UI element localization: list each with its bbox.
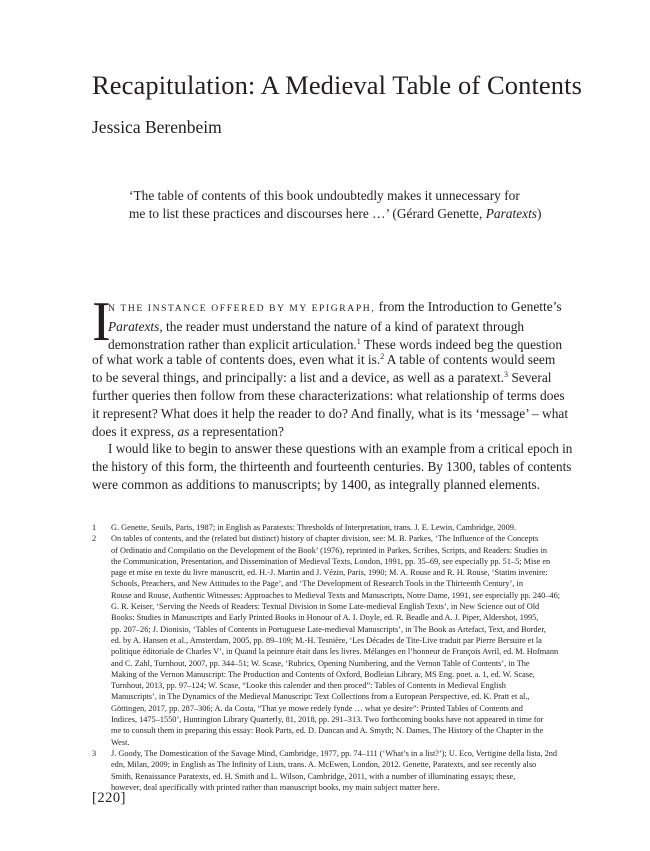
- footnote-number: 2: [92, 534, 97, 544]
- article-title: Recapitulation: A Medieval Table of Contents: [92, 70, 583, 100]
- footnote-line: Books: Studies in Manuscripts and Early Printed Books in Honour of A. I. Doyle, ed. R. Beadle and A. J. Piper, Aldershot, 1995,: [111, 613, 539, 623]
- footnote-ref: 1: [356, 336, 361, 346]
- footnote-ref: 3: [504, 370, 508, 380]
- footnote-line: Manuscripts’, in The Dynamics of the Medieval Manuscript: Text Collections from a European Perspective, ed. K. Pratt et al.,: [111, 692, 530, 702]
- body-line: Paratexts, the reader must understand the nature of a kind of paratext through: [108, 318, 525, 334]
- footnote-number: 1: [92, 523, 97, 532]
- epigraph-close: ): [537, 206, 542, 221]
- body-line: does it express, as a representation?: [92, 423, 284, 439]
- epigraph-line: [129, 205, 569, 223]
- body-line: of what work a table of contents does, even what it is.$^2$ A table of contents would seem: [92, 352, 556, 368]
- body-line: demonstration rather than explicit articulation.$^1$ These words indeed beg the question: [108, 336, 563, 352]
- body-line: N THE INSTANCE OFFERED BY MY EPIGRAPH, from the Introduction to Genette’s: [108, 299, 562, 314]
- footnote-line: G. R. Keiser, ‘Serving the Needs of Readers: Textual Division in Some Late-medieval English Texts’, in New Science out of Old: [111, 602, 540, 612]
- footnote-line: Schools, Preachers, and New Attitudes to the Page’, and ‘The Development of Research Tools in the Thirteenth Century’, in: [111, 579, 524, 589]
- footnote-line: J. Goody, The Domestication of the Savage Mind, Cambridge, 1977, pp. 74–111 (‘What’s in a list?’); U. Eco, Vertigine della lista, 2nd: [111, 748, 558, 758]
- footnote-line: Turnhout, 2013, pp. 97–124; W. Scase, “Looke this calender and then proced”: Tables of Contents in Medieval English: [111, 681, 506, 691]
- epigraph: [129, 187, 569, 223]
- footnote-line: and C. Zahl, Turnhout, 2007, pp. 344–51; W. Scase, ‘Rubrics, Opening Numbering, and the Vernon Table of Contents’, in The: [111, 658, 530, 668]
- drop-cap: I: [92, 291, 111, 353]
- epigraph-text: me to list these practices and discourses here …’ (Gérard Genette,: [129, 206, 486, 221]
- footnote-line: pp. 207–26; J. Dionisio, ‘Tables of Contents in Portuguese Late-medieval Manuscripts’, in The Book as Artefact, Text, and Border,: [111, 624, 546, 634]
- footnote-line: page et mise en texte du livre manuscrit, ed. H.-J. Martin and J. Vézin, Paris, 1990; M. A. Rouse and R. H. Rouse, ‘Statim invenire:: [111, 568, 548, 578]
- footnote-line: of Ordinatio and Compilatio on the Development of the Book’ (1976), reprinted in Parkes, Scribes, Scripts, and Readers: Studies in: [111, 545, 548, 555]
- footnote-number: 3: [92, 748, 97, 758]
- article-author: Jessica Berenbeim: [92, 117, 222, 137]
- footnote: [92, 522, 576, 533]
- footnote-line: On tables of contents, and the (related but distinct) history of chapter division, see: M. B. Parkes, ‘The Influence of the Concepts: [111, 534, 539, 544]
- footnote-line: G. Genette, Seuils, Paris, 1987; in English as Paratexts: Thresholds of Interpretation, trans. J. E. Lewin, Cambridge, 2009.: [111, 523, 516, 532]
- footnote: [92, 533, 576, 748]
- footnote-line: West.: [111, 737, 130, 747]
- footnote-line: Making of the Vernon Manuscript: The Production and Contents of Oxford, Bodleian Library, MS Eng. poet. a. 1, ed. W. Scase,: [111, 669, 535, 679]
- body-line: were common as additions to manuscripts; by 1400, as integrally planned elements.: [92, 476, 541, 492]
- epigraph-source: Paratexts: [485, 206, 538, 221]
- body-line: it represent? What does it help the reader to do? And finally, what is its ‘message’ – what: [92, 405, 569, 421]
- body-line: to be several things, and principally: a list and a device, as well as a paratext.$^3$ Several: [92, 370, 552, 386]
- body-line: further queries then follow from these characterizations: what relationship of terms does: [92, 387, 565, 403]
- footnote-line: edn, Milan, 2009; in English as The Infinity of Lists, trans. A. McEwen, London, 2012. Genette, Paratexts, and see recently also: [111, 760, 537, 770]
- body-line: the history of this form, the thirteenth and fourteenth centuries. By 1300, tables of contents: [92, 459, 572, 475]
- body-text: [92, 351, 576, 493]
- footnote-line: however, deal specifically with printed rather than manuscript books, my main subject matter here.: [111, 782, 440, 792]
- footnote-line: ed. by A. Hansen et al., Amsterdam, 2005, pp. 89–109; M.-H. Tesnière, ‘Les Décades de Tite-Live traduit par Pierre Bersuire et la: [111, 635, 542, 645]
- footnotes: [92, 522, 576, 793]
- page-number: [220]: [92, 790, 126, 806]
- footnote-line: politique éditoriale de Charles V’, in Quand la peinture était dans les livres. Mélanges en l’honneur de François Avril, ed. M. Hofmann: [111, 647, 559, 657]
- footnote-line: Smith, Renaissance Paratexts, ed. H. Smith and L. Wilson, Cambridge, 2011, with a number of illuminating essays; these,: [111, 771, 516, 781]
- footnote-line: me to consult them in preparing this essay: Book Parts, ed. D. Duncan and A. Smyth; N. Dames, The History of the Chapter in the: [111, 726, 544, 736]
- opening-smallcaps: N THE INSTANCE OFFERED BY MY EPIGRAPH,: [108, 303, 376, 314]
- footnote-line: the Communication, Presentation, and Dissemination of Medieval Texts, London, 1991, pp. 35–69, see especially pp. 51–5; Mise en: [111, 556, 551, 566]
- footnote: [92, 748, 576, 793]
- body-text-opening: [108, 298, 576, 353]
- footnote-line: Göttingen, 2017, pp. 287–306; A. da Costa, “That ye mowe redely fynde … what ye desire”: Printed Tables of Contents and: [111, 703, 523, 713]
- footnote-ref: 2: [380, 352, 385, 362]
- body-line: I would like to begin to answer these questions with an example from a critical epoch in: [108, 441, 573, 457]
- footnote-line: Rouse and Rouse, Authentic Witnesses: Approaches to Medieval Texts and Manuscripts, Notre Dame, 1991, see especially pp. 240–46;: [111, 590, 561, 600]
- epigraph-line: ‘The table of contents of this book undoubtedly makes it unnecessary for: [129, 188, 520, 203]
- footnote-line: Indices, 1475–1550’, Huntington Library Quarterly, 81, 2018, pp. 291–313. Two forthcoming books have not appeared in time for: [111, 715, 544, 725]
